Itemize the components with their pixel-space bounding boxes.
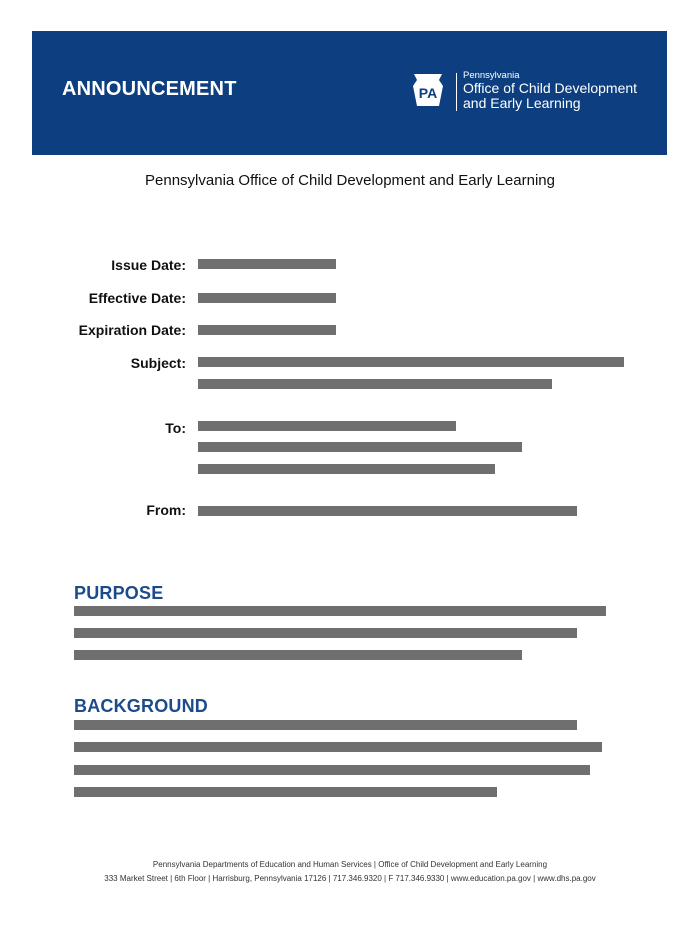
logo-divider <box>456 73 457 111</box>
logo-office-line2: and Early Learning <box>463 94 581 111</box>
background-redacted-line <box>74 765 590 775</box>
background-redacted-line <box>74 742 602 752</box>
effective-date-redacted-value <box>198 293 336 303</box>
to-label: To: <box>165 420 186 436</box>
expiration-date-redacted-value <box>198 325 336 335</box>
logo-state-name: Pennsylvania <box>463 70 520 81</box>
background-redacted-line <box>74 720 577 730</box>
purpose-redacted-line <box>74 606 606 616</box>
to-redacted-line <box>198 442 522 452</box>
from-label: From: <box>146 502 186 518</box>
effective-date-label: Effective Date: <box>88 290 186 306</box>
announcement-header <box>32 31 667 155</box>
subject-label: Subject: <box>130 355 186 371</box>
agency-logo-text <box>463 71 637 110</box>
background-heading: BACKGROUND <box>74 696 208 716</box>
to-redacted-line <box>198 421 456 431</box>
purpose-heading: PURPOSE <box>74 583 164 603</box>
purpose-redacted-line <box>74 628 577 638</box>
issue-date-redacted-value <box>198 259 336 269</box>
subject-redacted-line <box>198 379 552 389</box>
from-redacted-value <box>198 506 577 516</box>
document-subtitle: Pennsylvania Office of Child Development and Early Learning <box>145 172 555 189</box>
logo-mark-text: PA <box>418 85 438 101</box>
pa-keystone-logo-icon <box>411 73 445 109</box>
logo-office-line1: Office of Child Development <box>463 79 638 96</box>
expiration-date-label: Expiration Date: <box>78 322 186 338</box>
purpose-redacted-line <box>74 650 522 660</box>
to-redacted-line <box>198 464 495 474</box>
issue-date-label: Issue Date: <box>111 257 186 273</box>
announcement-title: ANNOUNCEMENT <box>62 78 237 100</box>
footer-departments: Pennsylvania Departments of Education and Human Services | Office of Child Development and Early Learning <box>152 860 548 869</box>
footer-address: 333 Market Street | 6th Floor | Harrisburg, Pennsylvania 17126 | 717.346.9320 | F 717.346.9330 | www.education.pa.gov | www.dhs.pa.gov <box>104 874 596 883</box>
subject-redacted-line <box>198 357 624 367</box>
background-redacted-line <box>74 787 497 797</box>
